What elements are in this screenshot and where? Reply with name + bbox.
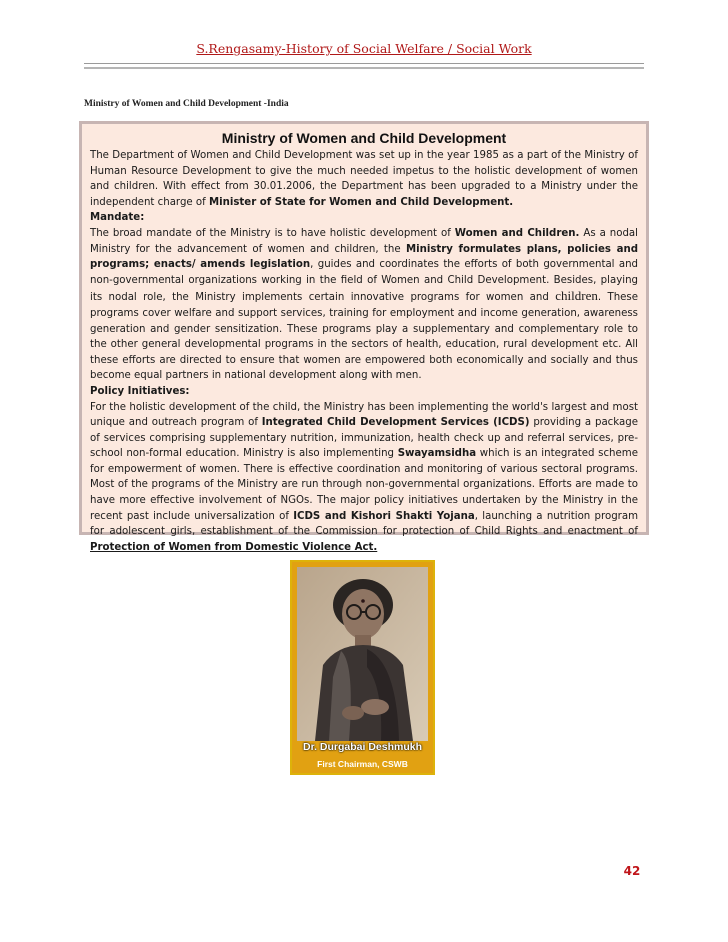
policy-bold-1: Integrated Child Development Services (ICDS) bbox=[261, 417, 530, 429]
intro-paragraph bbox=[90, 148, 638, 210]
portrait-illustration bbox=[297, 567, 428, 741]
mandate-paragraph bbox=[90, 226, 638, 384]
box-title: Ministry of Women and Child Development bbox=[221, 130, 507, 146]
policy-text-4: , launching a nutrition program for adolescent girls, establishment of the Commission for protection of Child Rights and enactment of bbox=[90, 510, 639, 538]
intro-bold: Minister of State for Women and Child Development. bbox=[208, 196, 514, 208]
policy-heading: Policy Initiatives: bbox=[90, 385, 190, 397]
policy-text-3: which is an integrated scheme for empowerment of women. There is effective coordination and monitoring of various sectoral programs. Most of the programs of the Ministry are run through non-governmental organizations. Efforts are made to have more effective involvement of NGOs. The major policy initiatives undertaken by the Ministry in the recent past include universalization of bbox=[90, 448, 638, 522]
policy-text-2: providing a package of services comprising supplementary nutrition, immunization, health check up and referral services, pre-school non-formal education. Ministry is also implementing bbox=[90, 417, 638, 460]
mandate-text-1: The broad mandate of the Ministry is to have holistic development of bbox=[90, 227, 455, 239]
policy-link[interactable]: Protection of Women from Domestic Violence Act. bbox=[90, 541, 378, 553]
intro-text: The Department of Women and Child Development was set up in the year 1985 as a part of the Ministry of Human Resource Development to give the much needed impetus to the holistic development of women and children. With effect from 30.01.2006, the Department has been upgraded to a Ministry under the independent charge of bbox=[90, 150, 638, 208]
mandate-heading: Mandate: bbox=[90, 212, 145, 224]
header-rule bbox=[84, 63, 644, 64]
mandate-text-3: , guides and coordinates the efforts of both governmental and non-governmental organizations working in the field of Women and Child Development. Besides, playing its nodal role, the Ministry implements certain innovative programs for women and bbox=[90, 259, 639, 304]
document-header: Ministry of Women and Child Development -India bbox=[84, 99, 289, 109]
policy-bold-2: Swayamsidha bbox=[397, 448, 477, 460]
portrait-frame bbox=[290, 560, 435, 775]
policy-text-1: For the holistic development of the child, the Ministry has been implementing the world's largest and most unique and outreach program of bbox=[90, 401, 638, 429]
mandate-text-2: As a nodal Ministry for the advancement of women and children, the bbox=[90, 227, 639, 255]
policy-paragraph bbox=[90, 400, 638, 556]
header-rule-thick bbox=[84, 67, 644, 69]
policy-bold-3: ICDS and Kishori Shakti Yojana bbox=[293, 510, 475, 522]
portrait-name: Dr. Durgabai Deshmukh bbox=[302, 741, 423, 753]
running-header: S.Rengasamy-History of Social Welfare / Social Work bbox=[196, 41, 532, 56]
page-number: 42 bbox=[623, 864, 641, 878]
info-box bbox=[79, 121, 649, 553]
mandate-serif-word: children bbox=[555, 288, 598, 304]
mandate-bold-1: Women and Children. bbox=[454, 227, 580, 239]
mandate-bold-2: Ministry formulates plans, policies and programs; enacts/ amends legislation bbox=[90, 243, 638, 271]
mandate-text-4: . These programs cover welfare and support services, training for employment and income generation, awareness generation and gender sensitization. These programs play a supplementary and complementary role to the other general developmental programs in the sectors of health, education, rural development etc. All these efforts are directed to ensure that women are empowered both economically and socially and thus become equal partners in national development along with men. bbox=[90, 292, 639, 382]
portrait-caption: First Chairman, CSWB bbox=[317, 759, 408, 769]
portrait-photo bbox=[297, 567, 428, 741]
